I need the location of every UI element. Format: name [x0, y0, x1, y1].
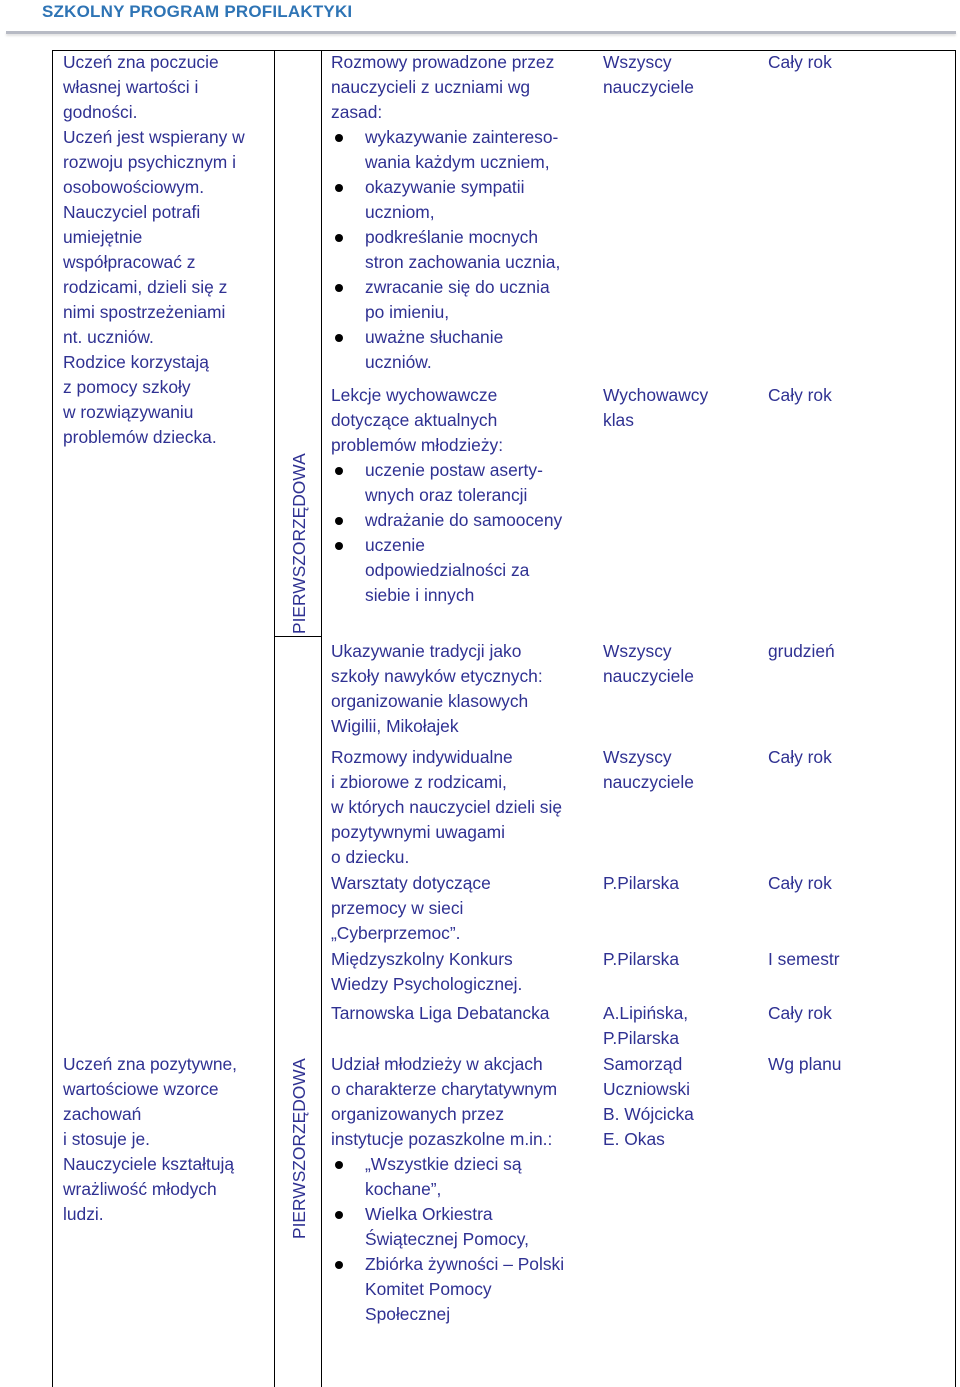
- prevention-level-label: PIERWSZORZĘDOWA: [289, 453, 309, 634]
- task-text: „Cyberprzemoc”.: [331, 923, 461, 943]
- goal-line: Rodzice korzystają: [63, 352, 209, 372]
- task-text: przemocy w sieci: [331, 898, 464, 918]
- deadline-text: Wg planu: [768, 1054, 842, 1074]
- task-text: organizowanych przez: [331, 1104, 505, 1124]
- goal-line: i stosuje je.: [63, 1129, 150, 1149]
- deadline-text: Cały rok: [768, 385, 832, 405]
- responsible-text: P.Pilarska: [603, 873, 680, 893]
- goal-line: umiejętnie: [63, 227, 143, 247]
- deadline-text: I semestr: [768, 949, 840, 969]
- who-cell-8: [603, 1052, 753, 1152]
- goal-line: nimi spostrzeżeniami: [63, 302, 226, 322]
- responsible-text: Wszyscy: [603, 52, 672, 72]
- bullet-item: wykazywanie zaintereso- wania każdym uczniem,: [331, 125, 589, 175]
- who-cell-3: [603, 639, 753, 689]
- task-text: nauczycieli z uczniami wg: [331, 77, 531, 97]
- when-cell-3: [768, 639, 948, 664]
- goal-line: Nauczyciele kształtują: [63, 1154, 235, 1174]
- goal-cell-2: [63, 1052, 269, 1227]
- who-cell-7: [603, 1001, 753, 1051]
- task-cell-4: [331, 745, 593, 870]
- task-cell-7: [331, 1001, 593, 1026]
- responsible-text: nauczyciele: [603, 666, 694, 686]
- page-header-title: SZKOLNY PROGRAM PROFILAKTYKI: [42, 2, 353, 21]
- who-cell-4: [603, 745, 753, 795]
- responsible-text: nauczyciele: [603, 77, 694, 97]
- goal-line: rozwoju psychicznym i: [63, 152, 236, 172]
- task-text: Ukazywanie tradycji jako: [331, 641, 522, 661]
- goal-cell-1: [63, 50, 269, 450]
- task-text: Wiedzy Psychologicznej.: [331, 974, 523, 994]
- deadline-text: Cały rok: [768, 1003, 832, 1023]
- task-cell-6: [331, 947, 589, 997]
- when-cell-4: [768, 745, 948, 770]
- who-cell-6: [603, 947, 753, 972]
- task-bullet-list: [331, 125, 589, 375]
- responsible-text: E. Okas: [603, 1129, 665, 1149]
- when-cell-5: [768, 871, 948, 896]
- bullet-item: „Wszystkie dzieci są kochane”,: [331, 1152, 593, 1202]
- prevention-level-label: PIERWSZORZĘDOWA: [289, 1058, 309, 1239]
- deadline-text: Cały rok: [768, 873, 832, 893]
- task-text: w których nauczyciel dzieli się: [331, 797, 562, 817]
- task-text: organizowanie klasowych: [331, 691, 529, 711]
- who-cell-5: [603, 871, 753, 896]
- task-text: i zbiorowe z rodzicami,: [331, 772, 507, 792]
- bullet-item: okazywanie sympatii uczniom,: [331, 175, 589, 225]
- bullet-item: podkreślanie mocnych stron zachowania ucznia,: [331, 225, 589, 275]
- responsible-text: klas: [603, 410, 634, 430]
- task-text: Międzyszkolny Konkurs: [331, 949, 513, 969]
- goal-line: wrażliwość młodych: [63, 1179, 217, 1199]
- bullet-item: Wielka Orkiestra Świątecznej Pomocy,: [331, 1202, 593, 1252]
- responsible-text: Uczniowski: [603, 1079, 690, 1099]
- task-cell-1: [331, 50, 589, 375]
- who-cell-2: [603, 383, 753, 433]
- responsible-text: Wychowawcy: [603, 385, 709, 405]
- level-divider: [274, 636, 321, 637]
- col-border-3: [321, 50, 322, 1387]
- goal-line: Uczeń zna pozytywne,: [63, 1054, 237, 1074]
- responsible-text: Samorząd: [603, 1054, 683, 1074]
- bullet-item: wdrażanie do samooceny: [331, 508, 589, 533]
- bullet-item: zwracanie się do ucznia po imieniu,: [331, 275, 589, 325]
- task-cell-8: [331, 1052, 593, 1327]
- responsible-text: Wszyscy: [603, 641, 672, 661]
- task-text: o charakterze charytatywnym: [331, 1079, 558, 1099]
- task-cell-3: [331, 639, 589, 739]
- col-border-1: [52, 50, 53, 1387]
- task-text: Tarnowska Liga Debatancka: [331, 1003, 550, 1023]
- goal-line: współpracować z: [63, 252, 196, 272]
- goal-line: ludzi.: [63, 1204, 104, 1224]
- when-cell-2: [768, 383, 948, 408]
- responsible-text: P.Pilarska: [603, 1028, 680, 1048]
- bullet-item: uczenie postaw aserty- wnych oraz tolerancji: [331, 458, 589, 508]
- task-text: dotyczące aktualnych: [331, 410, 498, 430]
- task-text: Rozmowy indywidualne: [331, 747, 513, 767]
- task-text: problemów młodzieży:: [331, 435, 504, 455]
- header-divider: [6, 31, 956, 34]
- task-cell-2: [331, 383, 589, 608]
- when-cell-1: [768, 50, 948, 75]
- goal-line: rodzicami, dzieli się z: [63, 277, 228, 297]
- responsible-text: nauczyciele: [603, 772, 694, 792]
- responsible-text: Wszyscy: [603, 747, 672, 767]
- task-cell-5: [331, 871, 589, 946]
- when-cell-6: [768, 947, 948, 972]
- task-text: instytucje pozaszkolne m.in.:: [331, 1129, 553, 1149]
- bullet-item: uczenie odpowiedzialności za siebie i innych: [331, 533, 589, 608]
- goal-line: godności.: [63, 102, 138, 122]
- goal-line: nt. uczniów.: [63, 327, 154, 347]
- goal-line: w rozwiązywaniu: [63, 402, 194, 422]
- deadline-text: Cały rok: [768, 747, 832, 767]
- when-cell-7: [768, 1001, 948, 1026]
- bullet-item: uważne słuchanie uczniów.: [331, 325, 589, 375]
- task-text: Wigilii, Mikołajek: [331, 716, 459, 736]
- task-text: Lekcje wychowawcze: [331, 385, 498, 405]
- task-bullet-list: [331, 1152, 593, 1327]
- col-border-right: [955, 50, 956, 1387]
- goal-line: Uczeń zna poczucie: [63, 52, 219, 72]
- who-cell-1: [603, 50, 753, 100]
- goal-line: z pomocy szkoły: [63, 377, 191, 397]
- task-text: Rozmowy prowadzone przez: [331, 52, 555, 72]
- task-text: o dziecku.: [331, 847, 410, 867]
- goal-line: własnej wartości i: [63, 77, 199, 97]
- goal-line: osobowościowym.: [63, 177, 205, 197]
- responsible-text: P.Pilarska: [603, 949, 680, 969]
- responsible-text: A.Lipińska,: [603, 1003, 689, 1023]
- responsible-text: B. Wójcicka: [603, 1104, 694, 1124]
- deadline-text: Cały rok: [768, 52, 832, 72]
- bullet-item: Zbiórka żywności – Polski Komitet Pomocy Społecznej: [331, 1252, 593, 1327]
- goal-line: wartościowe wzorce: [63, 1079, 219, 1099]
- task-bullet-list: [331, 458, 589, 608]
- goal-line: zachowań: [63, 1104, 142, 1124]
- when-cell-8: [768, 1052, 948, 1077]
- task-text: pozytywnymi uwagami: [331, 822, 505, 842]
- col-border-2: [274, 50, 275, 1387]
- goal-line: Uczeń jest wspierany w: [63, 127, 245, 147]
- task-text: Warsztaty dotyczące: [331, 873, 491, 893]
- goal-line: problemów dziecka.: [63, 427, 217, 447]
- task-text: szkoły nawyków etycznych:: [331, 666, 543, 686]
- goal-line: Nauczyciel potrafi: [63, 202, 201, 222]
- task-text: zasad:: [331, 102, 383, 122]
- task-text: Udział młodzieży w akcjach: [331, 1054, 543, 1074]
- deadline-text: grudzień: [768, 641, 835, 661]
